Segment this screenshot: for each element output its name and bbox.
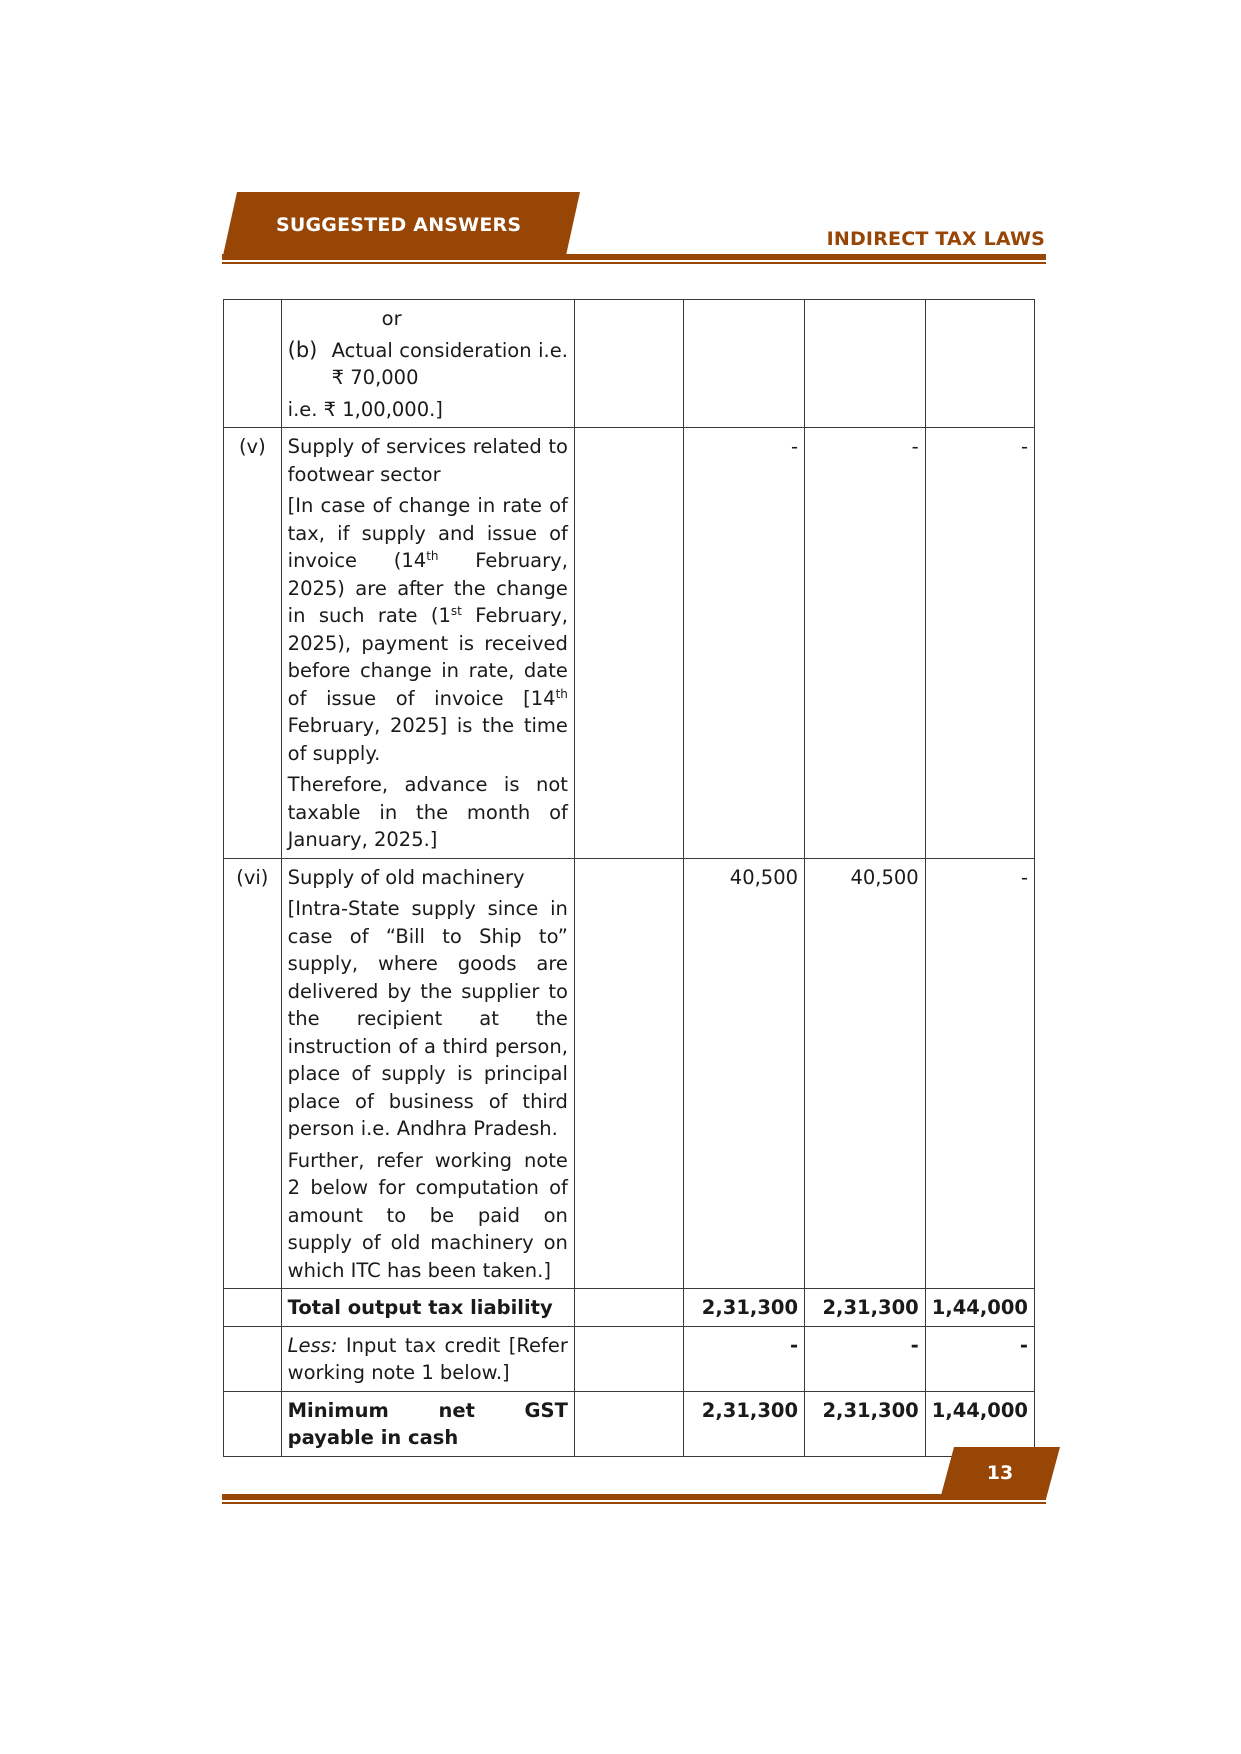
cell-col6 [925, 300, 1034, 428]
cell-sn: (vi) [224, 858, 282, 1289]
cell-col3 [574, 1391, 683, 1456]
less-text: Input tax credit [Refer working note 1 below.] [287, 1333, 568, 1384]
cell-col6: - [925, 428, 1034, 859]
header-rule [222, 254, 1046, 260]
cell-col6: 1,44,000 [925, 1391, 1034, 1456]
cell-sn [224, 1289, 282, 1327]
table-row-total [224, 1289, 1035, 1327]
cell-description [281, 858, 574, 1289]
or-text: or [381, 307, 402, 330]
note-part: February, 2025) are after the change in such rate (1 [287, 549, 568, 627]
item-note-conclusion: Therefore, advance is not taxable in the month of January, 2025.] [287, 773, 568, 851]
item-note: [Intra-State supply since in case of “Bill to Ship to” supply, where goods are delivered by the supplier to the recipient at the instruction of a third person, place of supply is principal place of business of third person i.e. Andhra Pradesh. [287, 897, 568, 1140]
header-rule-thin [222, 262, 1046, 264]
cell-col4: 2,31,300 [684, 1289, 805, 1327]
tax-computation-table [223, 299, 1035, 1457]
table-row-vi [224, 858, 1035, 1289]
option-b-label: (b) [287, 337, 318, 362]
cell-col3 [574, 428, 683, 859]
cell-description: Minimum net GST payable in cash [281, 1391, 574, 1456]
item-note [288, 492, 568, 767]
ie-text: i.e. ₹ 1,00,000.] [287, 397, 443, 421]
cell-col5: 40,500 [805, 858, 926, 1289]
cell-description [281, 300, 574, 428]
less-label: Less: [287, 1333, 338, 1357]
cell-description [281, 1326, 574, 1391]
cell-col3 [574, 1289, 683, 1327]
cell-col6: - [925, 858, 1034, 1289]
cell-col3 [574, 1326, 683, 1391]
table-row-v [224, 428, 1035, 859]
cell-description: Total output tax liability [281, 1289, 574, 1327]
table-row-continuation [224, 300, 1035, 428]
cell-col4: 40,500 [684, 858, 805, 1289]
table-row-minimum-net [224, 1391, 1035, 1456]
footer-rule [222, 1494, 1046, 1500]
cell-description [281, 428, 574, 859]
cell-sn: (v) [224, 428, 282, 859]
cell-col5: - [805, 1326, 926, 1391]
cell-col5 [805, 300, 926, 428]
footer-rule-thin [222, 1502, 1046, 1504]
note-part: February, 2025), payment is received before change in rate, date of issue of invoice [14 [287, 604, 568, 710]
cell-col5: 2,31,300 [805, 1391, 926, 1456]
cell-col6: 1,44,000 [925, 1289, 1034, 1327]
cell-col5: 2,31,300 [805, 1289, 926, 1327]
item-note-further: Further, refer working note 2 below for computation of amount to be paid on supply of old machinery on which ITC has been taken.] [287, 1148, 568, 1282]
note-part: February, 2025] is the time of supply. [287, 714, 568, 765]
header-subject-title: INDIRECT TAX LAWS [826, 228, 1045, 250]
cell-sn [224, 300, 282, 428]
cell-sn [224, 1391, 282, 1456]
cell-col4: - [684, 428, 805, 859]
note-sup: th [426, 549, 439, 563]
option-b [288, 337, 568, 392]
item-description: Supply of services related to footwear sector [287, 435, 568, 486]
table-row-less-itc [224, 1326, 1035, 1391]
page-number: 13 [986, 1462, 1014, 1484]
cell-col5: - [805, 428, 926, 859]
cell-col3 [574, 858, 683, 1289]
item-description: Supply of old machinery [287, 865, 525, 889]
cell-col4: - [684, 1326, 805, 1391]
note-sup: st [450, 604, 462, 618]
cell-col4 [684, 300, 805, 428]
note-part: [In case of change in rate of tax, if supply and issue of invoice (14 [287, 494, 568, 572]
cell-col6: - [925, 1326, 1034, 1391]
header-section-label: SUGGESTED ANSWERS [276, 214, 522, 236]
cell-col3 [574, 300, 683, 428]
note-sup: th [555, 686, 568, 701]
cell-col4: 2,31,300 [684, 1391, 805, 1456]
cell-sn [224, 1326, 282, 1391]
option-b-text: Actual consideration i.e. ₹ 70,000 [331, 338, 568, 389]
